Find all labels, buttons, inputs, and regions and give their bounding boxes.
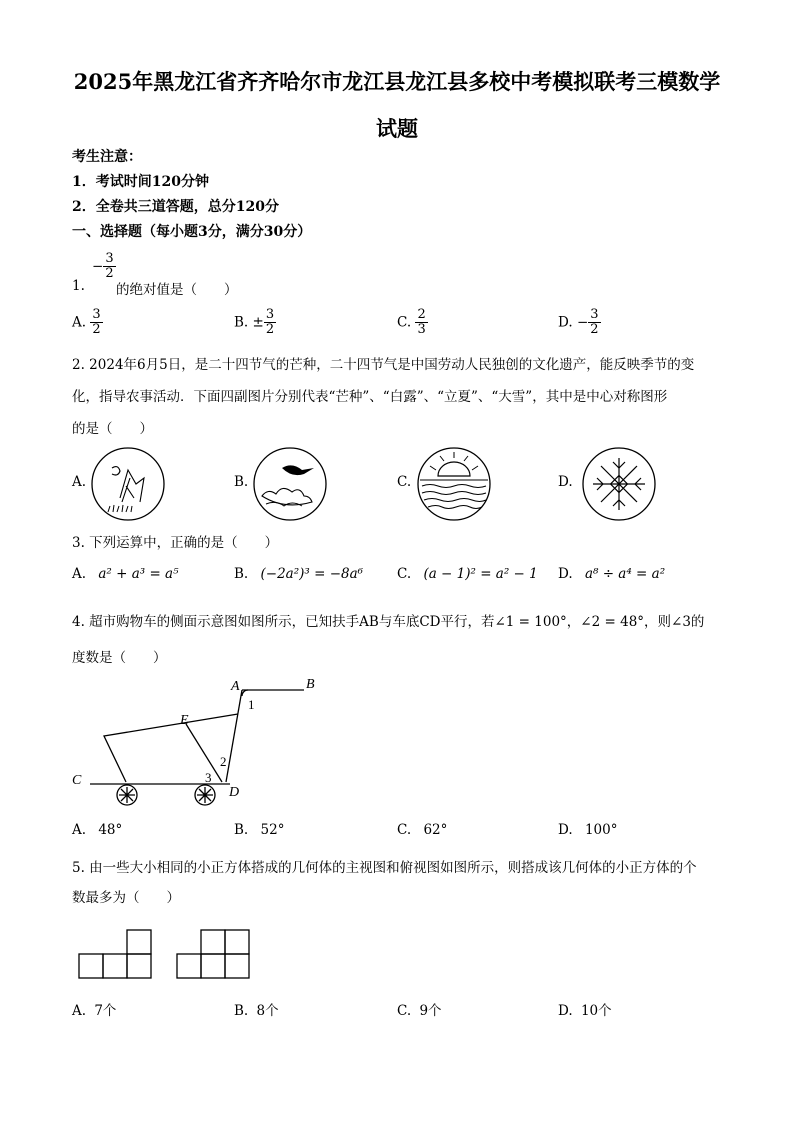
- q3-stem: 3. 下列运算中，正确的是（ ）: [72, 535, 279, 551]
- angle-2-label: 2: [220, 754, 227, 769]
- q1-option-b[interactable]: B. ± $\frac{3}{2}$: [234, 307, 275, 337]
- notice-heading: 考生注意：: [72, 149, 142, 165]
- q5-line2: 数最多为（ ）: [72, 890, 180, 906]
- bailu-emblem-icon: [252, 446, 328, 522]
- q4-line1: 4. 超市购物车的侧面示意图如图所示，已知扶手AB与车底CD平行，若∠1 = 100°，∠2 = 48°，则∠3的: [72, 614, 705, 630]
- q5-line1: 5. 由一些大小相同的小正方体搭成的几何体的主视图和俯视图如图所示，则搭成该几何体的小正方体的个: [72, 860, 697, 876]
- q5-option-c[interactable]: C. 9个: [397, 1003, 442, 1019]
- q1-fraction: $\frac{3}{2}$: [105, 251, 114, 281]
- angle-1-label: 1: [248, 697, 255, 712]
- shopping-cart-figure: [66, 672, 336, 812]
- q4-option-d[interactable]: D. 100°: [558, 822, 618, 838]
- q2-line3: 的是（ ）: [72, 421, 153, 437]
- q5-option-a[interactable]: A. 7个: [72, 1003, 117, 1019]
- q3-option-b[interactable]: B. (−2a²)³ = −8a⁶: [234, 566, 364, 582]
- label-b: B: [306, 677, 315, 692]
- q1-number: 1.: [72, 278, 85, 294]
- q3-option-d[interactable]: D. a⁸ ÷ a⁴ = a²: [558, 566, 666, 582]
- q1-expression: [92, 252, 116, 281]
- top-view-figure: [176, 928, 256, 980]
- daxue-snowflake-icon: [581, 446, 657, 522]
- q2-option-a-label[interactable]: A.: [72, 474, 87, 490]
- q2-option-b-label[interactable]: B.: [234, 474, 249, 490]
- q2-line1: 2. 2024年6月5日，是二十四节气的芒种，二十四节气是中国劳动人民独创的文化遗产，能反映季节的变: [72, 357, 695, 373]
- q5-option-b[interactable]: B. 8个: [234, 1003, 279, 1019]
- q1-option-a[interactable]: A. $\frac{3}{2}$: [72, 307, 101, 337]
- q5-option-d[interactable]: D. 10个: [558, 1003, 612, 1019]
- page-title: 2025年黑龙江省齐齐哈尔市龙江县龙江县多校中考模拟联考三模数学: [73, 69, 721, 94]
- q1-option-d[interactable]: D. − $\frac{3}{2}$: [558, 307, 599, 337]
- page-title-line2: 试题: [376, 116, 418, 141]
- q4-line2: 度数是（ ）: [72, 650, 167, 666]
- lixia-emblem-icon: [416, 446, 492, 522]
- mangzhong-emblem-icon: [90, 446, 166, 522]
- q4-option-c[interactable]: C. 62°: [397, 822, 448, 838]
- q1-sign: −: [92, 258, 104, 275]
- front-view-figure: [78, 928, 158, 980]
- q3-option-a[interactable]: A. a² + a³ = a⁵: [72, 566, 179, 582]
- q3-option-c[interactable]: C. (a − 1)² = a² − 1: [397, 566, 538, 582]
- q1-stem: 的绝对值是（ ）: [116, 282, 238, 298]
- q2-line2: 化，指导农事活动．下面四副图片分别代表“芒种”、“白露”、“立夏”、“大雪”，其中是中心对称图形: [72, 389, 668, 405]
- section-heading: 一、选择题（每小题3分，满分30分）: [72, 224, 312, 240]
- q4-option-a[interactable]: A. 48°: [72, 822, 123, 838]
- label-a: A: [231, 679, 240, 694]
- q1-option-c[interactable]: C. $\frac{2}{3}$: [397, 307, 426, 337]
- label-c: C: [72, 773, 82, 788]
- q4-option-b[interactable]: B. 52°: [234, 822, 285, 838]
- q2-option-c-label[interactable]: C.: [397, 474, 412, 490]
- notice-item-score: 2．全卷共三道答题，总分120分: [72, 199, 279, 215]
- label-d: D: [229, 785, 240, 800]
- q2-option-d-label[interactable]: D.: [558, 474, 573, 490]
- angle-3-label: 3: [205, 770, 212, 785]
- notice-item-time: 1．考试时间120分钟: [72, 174, 209, 190]
- label-e: E: [180, 713, 189, 728]
